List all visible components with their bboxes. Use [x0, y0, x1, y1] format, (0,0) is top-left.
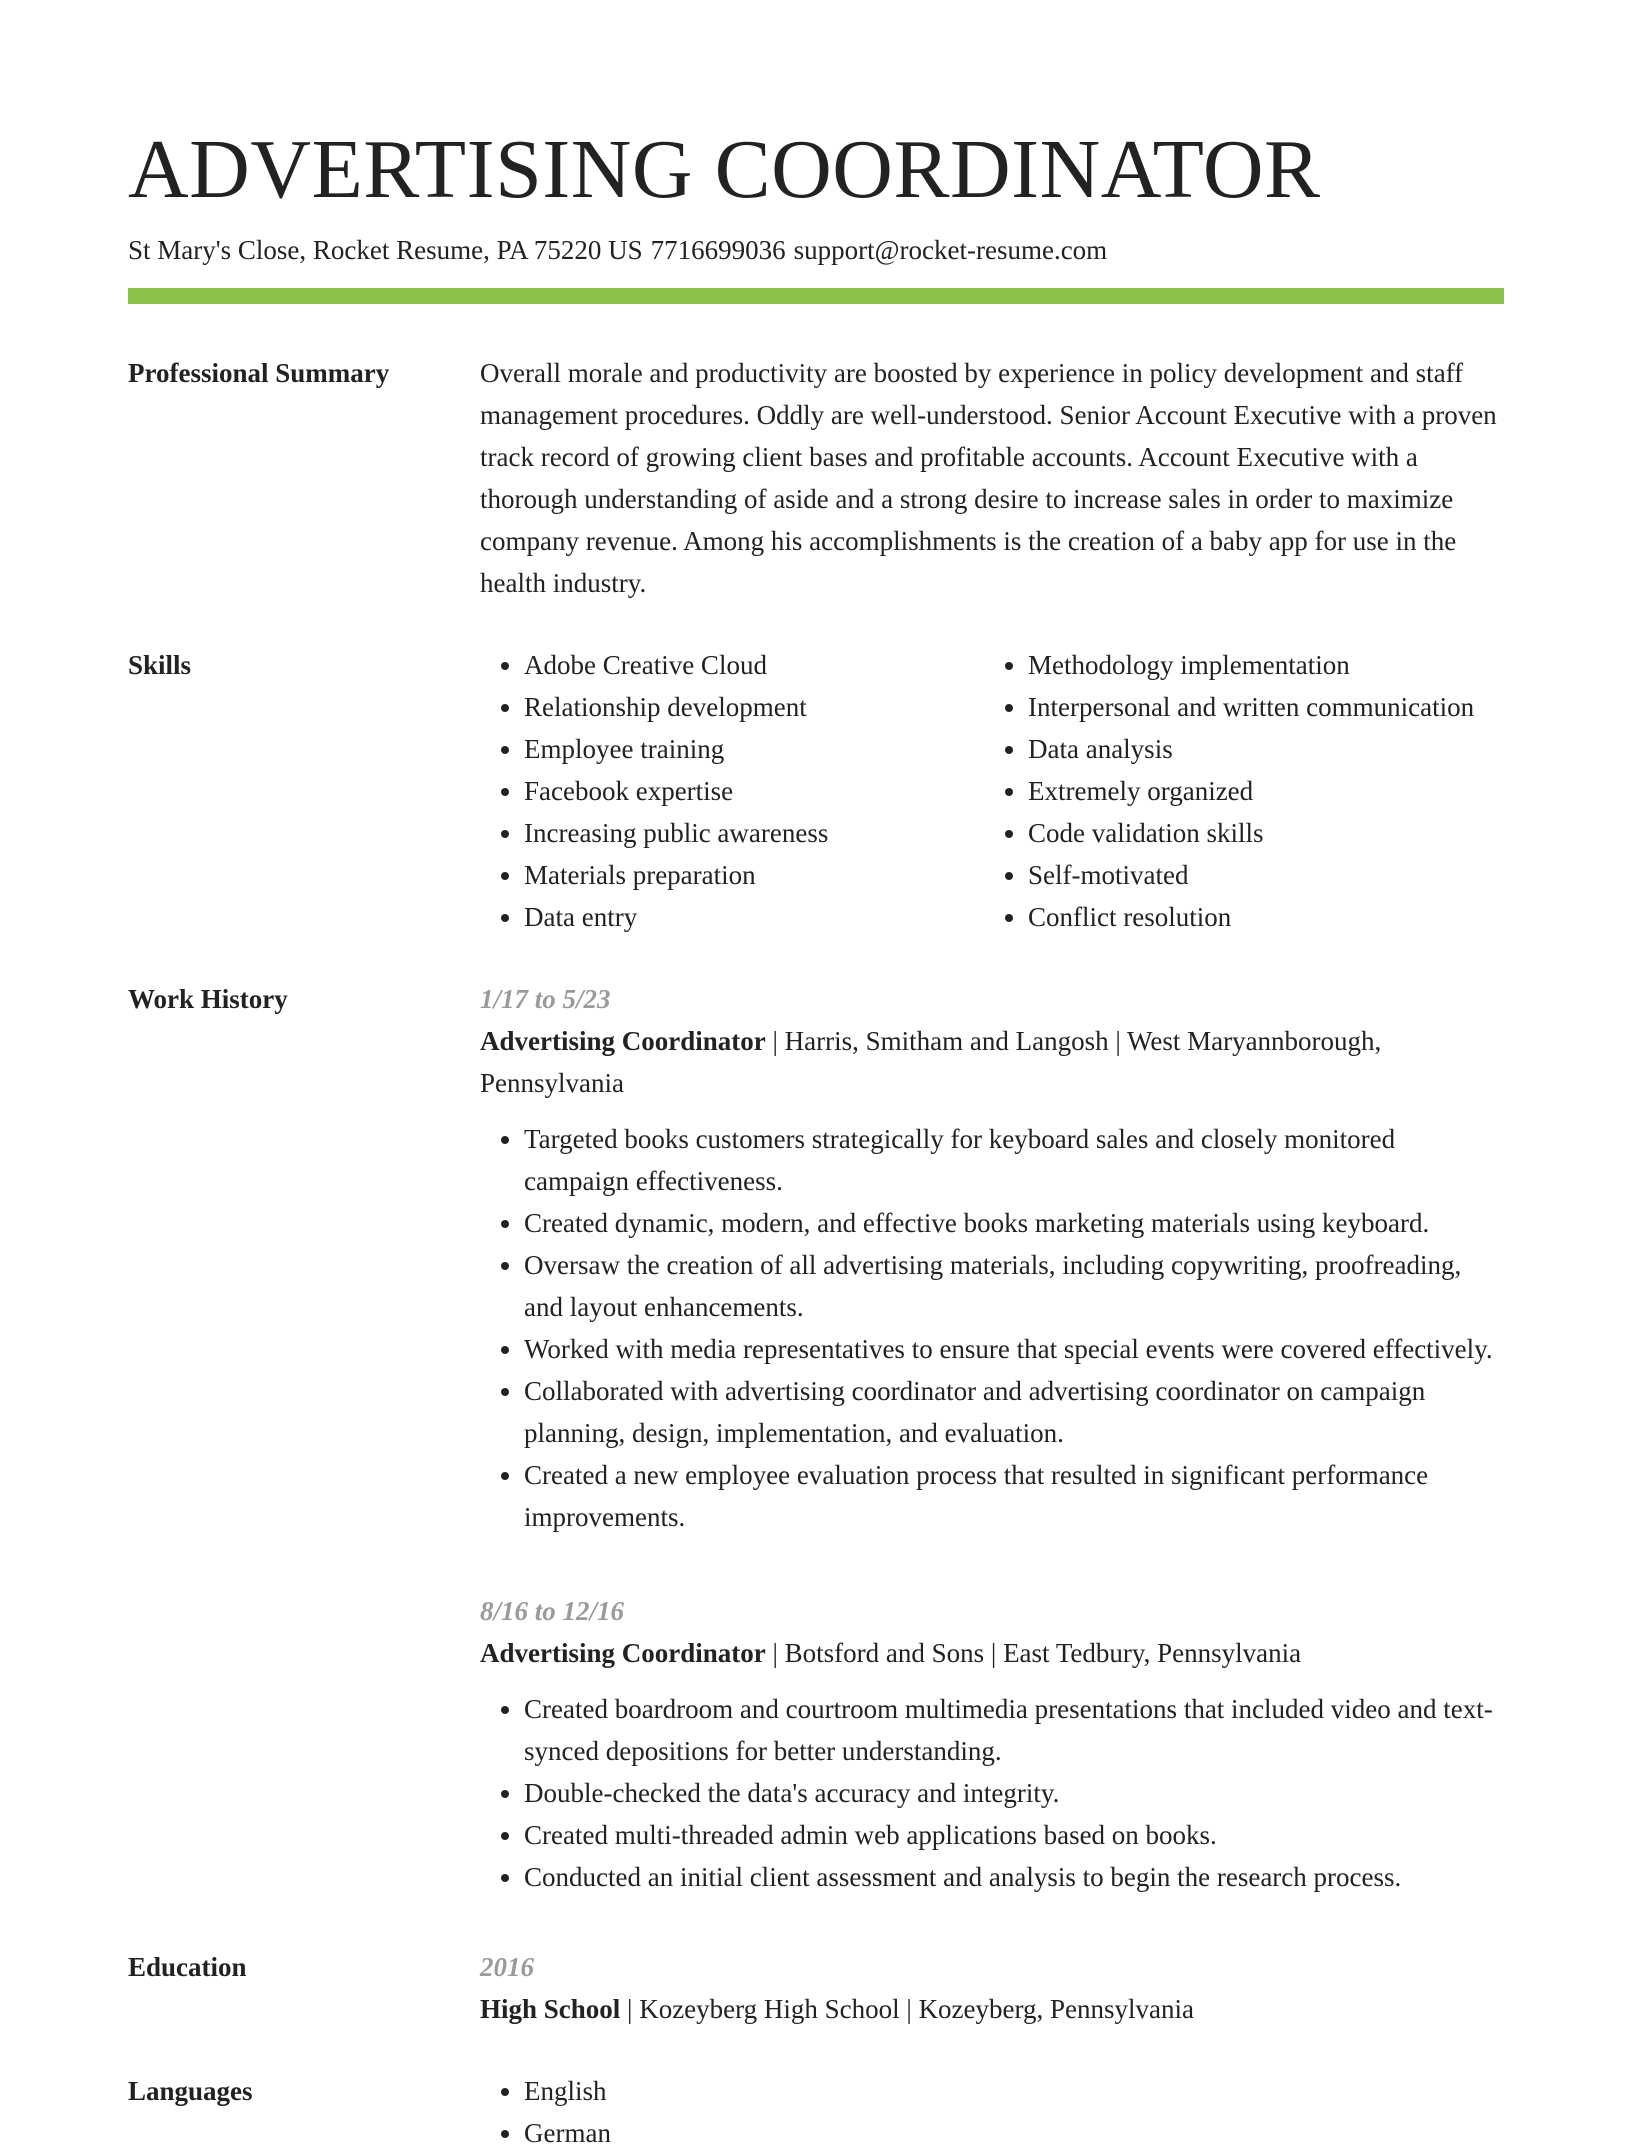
skill-item: • Relationship development	[524, 686, 984, 728]
languages-list	[480, 2070, 1504, 2154]
job-entry	[480, 1590, 1504, 1898]
resume-page	[128, 120, 1504, 2154]
email-address: support@rocket-resume.com	[793, 235, 1108, 265]
section-heading: Skills	[128, 650, 192, 680]
skill-item: • Materials preparation	[524, 854, 984, 896]
degree: High School	[480, 1994, 621, 2024]
skill-item: • Conflict resolution	[1028, 896, 1504, 938]
education-section	[128, 1946, 1504, 2030]
section-heading: Education	[128, 1952, 247, 1982]
skills-section	[128, 644, 1504, 938]
job-bullets	[480, 1688, 1504, 1898]
skills-list-right	[984, 644, 1504, 938]
job-heading	[480, 1020, 1504, 1104]
phone-number: 7716699036	[650, 235, 786, 265]
school-details: | Kozeyberg High School | Kozeyberg, Pennsylvania	[620, 1994, 1194, 2024]
contact-line	[128, 232, 1504, 268]
job-dates: 1/17 to 5/23	[480, 984, 611, 1014]
skill-item: • Employee training	[524, 728, 984, 770]
skills-list-left	[480, 644, 984, 938]
job-bullet: • Worked with media representatives to ensure that special events were covered effectively.	[524, 1328, 1504, 1370]
job-bullet: • Collaborated with advertising coordinator and advertising coordinator on campaign planning, design, implementation, and evaluation.	[524, 1370, 1504, 1454]
section-heading: Work History	[128, 984, 288, 1014]
page-title: ADVERTISING COORDINATOR	[128, 123, 1321, 216]
job-title: Advertising Coordinator	[480, 1638, 766, 1668]
summary-text: Overall morale and productivity are boosted by experience in policy development and staff management procedures. Oddly are well-understood. Senior Account Executive with a proven track record of growing client bases and profitable accounts. Account Executive with a thorough understanding of aside and a strong desire to increase sales in order to maximize company revenue. Among his accomplishments is the creation of a baby app for use in the health industry.	[480, 358, 1497, 598]
skill-item: • Methodology implementation	[1028, 644, 1504, 686]
address: St Mary's Close, Rocket Resume, PA 75220 US	[128, 235, 643, 265]
work-history-section	[128, 978, 1504, 1898]
skill-item: • Self-motivated	[1028, 854, 1504, 896]
job-bullet: • Created boardroom and courtroom multimedia presentations that included video and text-synced depositions for better understanding.	[524, 1688, 1504, 1772]
job-bullet: • Oversaw the creation of all advertising materials, including copywriting, proofreading, and layout enhancements.	[524, 1244, 1504, 1328]
skill-item: • Increasing public awareness	[524, 812, 984, 854]
section-heading: Languages	[128, 2076, 253, 2106]
skill-item: • Interpersonal and written communication	[1028, 686, 1504, 728]
language-item: • German	[524, 2112, 1504, 2154]
job-title: Advertising Coordinator	[480, 1026, 766, 1056]
education-dates: 2016	[480, 1952, 534, 1982]
skill-item: • Data analysis	[1028, 728, 1504, 770]
skill-item: • Data entry	[524, 896, 984, 938]
summary-section	[128, 352, 1504, 604]
job-heading	[480, 1632, 1504, 1674]
section-heading: Professional Summary	[128, 358, 390, 388]
job-entry	[480, 978, 1504, 1538]
job-bullet: • Double-checked the data's accuracy and integrity.	[524, 1772, 1504, 1814]
header-divider	[128, 288, 1504, 304]
job-bullet: • Created multi-threaded admin web applications based on books.	[524, 1814, 1504, 1856]
job-bullets	[480, 1118, 1504, 1538]
skill-item: • Code validation skills	[1028, 812, 1504, 854]
language-item: • English	[524, 2070, 1504, 2112]
skill-item: • Extremely organized	[1028, 770, 1504, 812]
education-heading	[480, 1988, 1504, 2030]
skill-item: • Facebook expertise	[524, 770, 984, 812]
job-bullet: • Targeted books customers strategically for keyboard sales and closely monitored campaign effectiveness.	[524, 1118, 1504, 1202]
languages-section	[128, 2070, 1504, 2154]
job-bullet: • Conducted an initial client assessment and analysis to begin the research process.	[524, 1856, 1504, 1898]
job-dates: 8/16 to 12/16	[480, 1596, 625, 1626]
job-details: | Botsford and Sons | East Tedbury, Pennsylvania	[765, 1638, 1302, 1668]
skill-item: • Adobe Creative Cloud	[524, 644, 984, 686]
job-details: | Harris, Smitham and Langosh | West Maryannborough, Pennsylvania	[480, 1026, 1382, 1098]
job-bullet: • Created a new employee evaluation process that resulted in significant performance improvements.	[524, 1454, 1504, 1538]
job-bullet: • Created dynamic, modern, and effective books marketing materials using keyboard.	[524, 1202, 1504, 1244]
